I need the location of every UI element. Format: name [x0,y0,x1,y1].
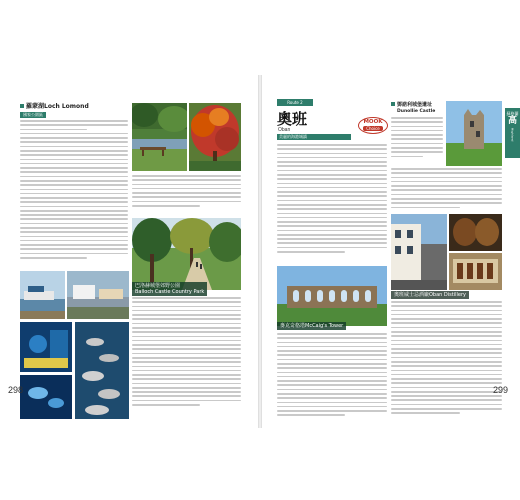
dunollie-text [391,117,443,165]
dunollie-castle-photo [446,101,502,166]
mook-choice-badge [358,117,388,134]
oban-title: 奧班 [277,110,308,128]
balloch-park-photo [132,218,241,290]
distillery-shop-photo [449,253,502,290]
side-tab-vertical: Highland [510,128,515,142]
dunollie-text-2 [391,168,502,212]
oban-title-bar: 美麗的海港城鎮 [277,134,351,140]
mook-badge-line2: Choice [363,126,383,131]
oban-title-en: Oban [278,127,291,133]
loch-lomond-subbar: 國家公園區 [20,112,46,118]
dunollie-heading: 鄧諾利城堡遺址 [391,101,432,109]
loch-lomond-text-block [20,120,128,270]
jellyfish-photo [20,375,72,419]
oban-distillery-caption: 奧班威士忌酒廠Oban Distillery [391,291,469,299]
loch-shops-photo [67,271,129,319]
mccaigs-tower-caption: 麥克奇格塔McCaig's Tower [277,322,346,330]
bench-lakeside-photo [132,103,187,171]
dunollie-heading-en: Dunollie Castle [397,109,436,114]
balloch-caption-en: Balloch Castle Country Park [135,289,205,295]
side-tab-small: 蘇格蘭 [506,111,519,116]
distillery-street-photo [391,214,447,290]
loch-lomond-heading: 羅蒙湖Loch Lomond [20,103,89,111]
right-page-number: 299 [493,385,509,395]
left-page-number: 298 [8,385,24,395]
balloch-text-top [132,175,241,215]
mook-badge-line1: MOOK [363,119,383,125]
whisky-barrel-photo [449,214,502,251]
aquarium-photo [20,322,72,372]
boat-pier-photo [20,271,65,319]
oban-intro-text [277,144,387,262]
mccaigs-tower-text [277,333,387,425]
balloch-caption-zh: 巴洛赫城堡郊野公園 [135,283,181,289]
balloch-park-caption [132,282,207,296]
mccaigs-tower-photo [277,266,387,326]
route-label: Route 2 [277,99,313,106]
autumn-tree-photo [189,103,241,171]
balloch-text-bottom [132,297,241,417]
stepping-stones-photo [75,322,129,419]
oban-distillery-text [391,301,502,425]
left-page [0,75,258,428]
highland-side-tab [505,108,520,158]
side-tab-big: 高 [507,116,517,126]
